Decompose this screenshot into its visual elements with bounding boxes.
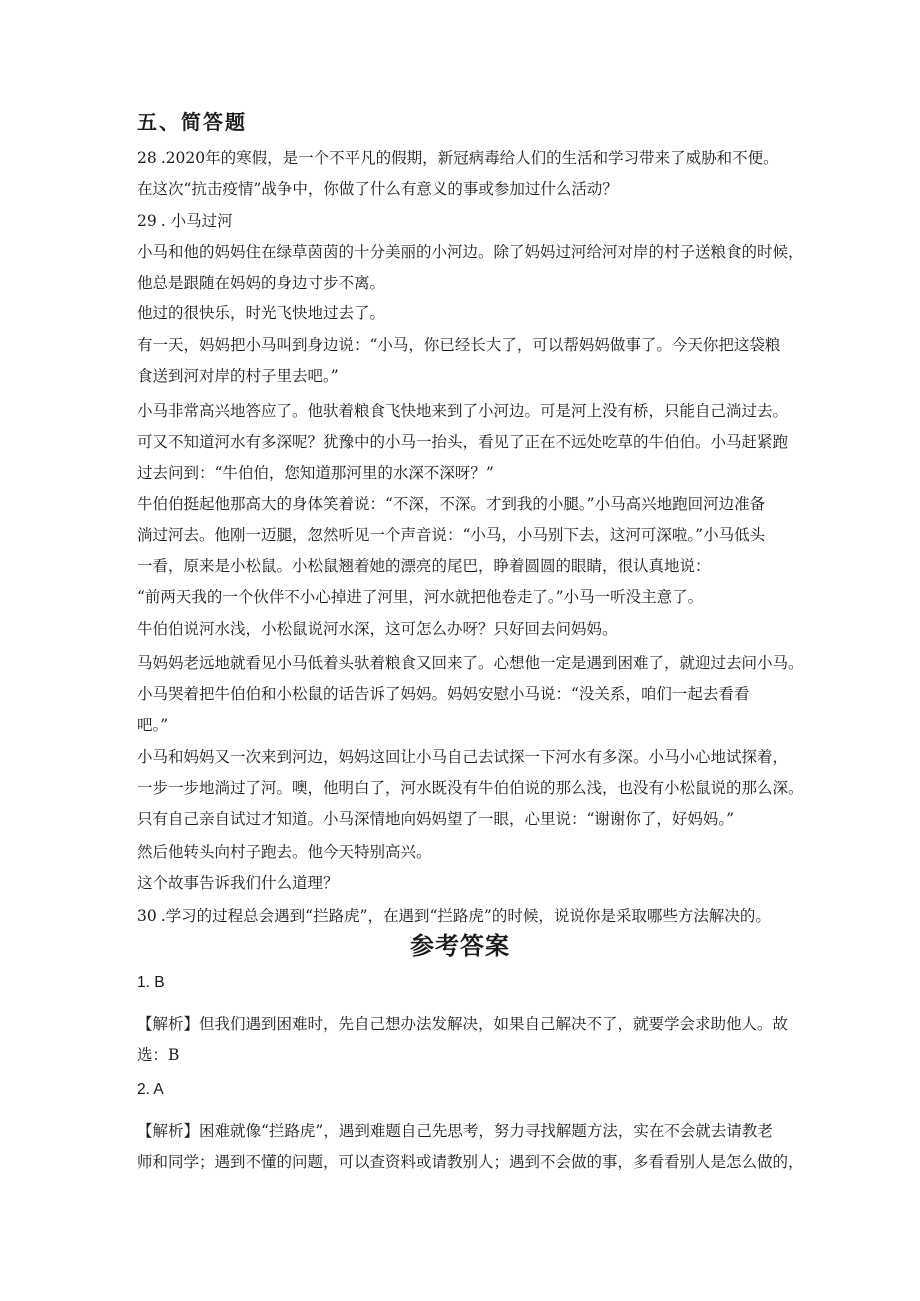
section-title: 五、简答题 xyxy=(137,110,247,134)
question-30-number: 30 xyxy=(137,907,157,925)
answer-1-label: 1. B xyxy=(137,974,165,991)
question-29-title: 29 . 小马过河 xyxy=(137,212,233,230)
question-29-question: 这个故事告诉我们什么道理？ xyxy=(137,874,339,892)
story-line: 他总是跟随在妈妈的身边寸步不离。 xyxy=(137,274,386,292)
answer-1-analysis-line-1: 【解析】但我们遇到困难时，先自己想办法发解决，如果自己解决不了，就要学会求助他人。故 xyxy=(137,1015,789,1033)
story-line: 牛伯伯挺起他那高大的身体笑着说：“不深，不深。才到我的小腿。”小马高兴地跑回河边准备 xyxy=(137,495,766,513)
story-line: 马妈妈老远地就看见小马低着头驮着粮食又回来了。心想他一定是遇到困难了，就迎过去问小马。 xyxy=(137,654,804,672)
story-line: 吧。” xyxy=(137,716,169,734)
story-line: 他过的很快乐，时光飞快地过去了。 xyxy=(137,304,386,322)
story-line: 可又不知道河水有多深呢？犹豫中的小马一抬头，看见了正在不远处吃草的牛伯伯。小马赶紧跑 xyxy=(137,433,789,451)
answer-2-analysis-line-2: 师和同学；遇到不懂的问题，可以查资料或请教别人；遇到不会做的事，多看看别人是怎么做的， xyxy=(137,1153,804,1171)
answers-title: 参考答案 xyxy=(410,931,510,960)
story-line: 有一天，妈妈把小马叫到身边说：“小马，你已经长大了，可以帮妈妈做事了。今天你把这袋粮 xyxy=(137,336,781,354)
story-line: 牛伯伯说河水浅，小松鼠说河水深，这可怎么办呀？只好回去问妈妈。 xyxy=(137,620,618,638)
story-line: 一看，原来是小松鼠。小松鼠翘着她的漂亮的尾巴，睁着圆圆的眼睛，很认真地说： xyxy=(137,557,711,575)
story-line: 只有自己亲自试过才知道。小马深情地向妈妈望了一眼，心里说：“谢谢你了，好妈妈。” xyxy=(137,810,735,828)
question-28-line-2: 在这次“抗击疫情”战争中，你做了什么有意义的事或参加过什么活动？ xyxy=(137,180,618,198)
story-line: 小马哭着把牛伯伯和小松鼠的话告诉了妈妈。妈妈安慰小马说：“没关系，咱们一起去看看 xyxy=(137,685,750,703)
question-29-number: 29 xyxy=(137,212,157,230)
story-line: 食送到河对岸的村子里去吧。” xyxy=(137,367,339,385)
story-line: “前两天我的一个伙伴不小心掉进了河里，河水就把他卷走了。”小马一听没主意了。 xyxy=(137,588,704,606)
answer-1-analysis-line-2: 选：B xyxy=(137,1046,180,1064)
story-line: 小马和妈妈又一次来到河边，妈妈这回让小马自己去试探一下河水有多深。小马小心地试探着， xyxy=(137,748,789,766)
story-line: 然后他转头向村子跑去。他今天特别高兴。 xyxy=(137,843,432,861)
question-28-line-1: 28 .2020年的寒假，是一个不平凡的假期，新冠病毒给人们的生活和学习带来了威胁和不便。 xyxy=(137,149,779,167)
story-line: 过去问到：“牛伯伯，您知道那河里的水深不深呀？” xyxy=(137,464,494,482)
story-line: 小马非常高兴地答应了。他驮着粮食飞快地来到了小河边。可是河上没有桥，只能自己淌过去。 xyxy=(137,402,789,420)
story-line: 小马和他的妈妈住在绿草茵茵的十分美丽的小河边。除了妈妈过河给河对岸的村子送粮食的时候， xyxy=(137,243,804,261)
answer-2-label: 2. A xyxy=(137,1081,164,1098)
question-30: 30 .学习的过程总会遇到“拦路虎”，在遇到“拦路虎”的时候，说说你是采取哪些方法解决的。 xyxy=(137,907,771,925)
answer-2-analysis-line-1: 【解析】困难就像“拦路虎”，遇到难题自己先思考，努力寻找解题方法，实在不会就去请教老 xyxy=(137,1122,773,1140)
story-line: 淌过河去。他刚一迈腿，忽然听见一个声音说：“小马，小马别下去，这河可深啦。”小马低头 xyxy=(137,526,766,544)
story-line: 一步一步地淌过了河。噢，他明白了，河水既没有牛伯伯说的那么浅，也没有小松鼠说的那么深。 xyxy=(137,779,804,797)
question-28-number: 28 xyxy=(137,149,157,167)
